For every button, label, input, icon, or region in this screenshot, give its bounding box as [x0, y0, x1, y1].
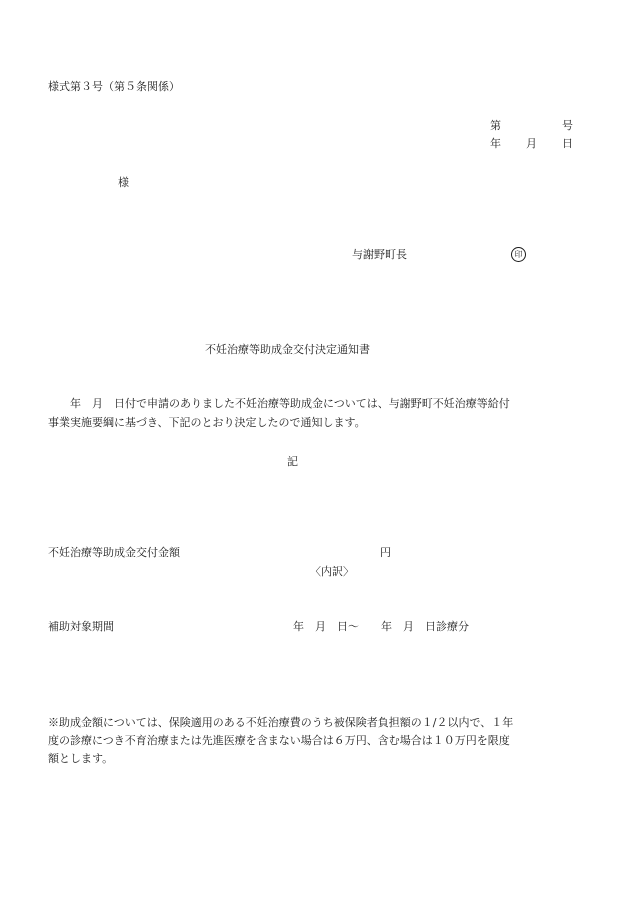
- amount-unit: 円: [380, 546, 391, 559]
- form-number: 様式第３号（第５条関係）: [48, 80, 180, 93]
- body-line-2: 事業実施要綱に基づき、下記のとおり決定したので通知します。: [48, 416, 366, 429]
- period-value: 年 月 日～ 年 月 日診療分: [293, 620, 469, 633]
- amount-label: 不妊治療等助成金交付金額: [48, 546, 180, 559]
- amount-breakdown: 〈内訳〉: [310, 565, 354, 578]
- body-line-1: 年 月 日付で申請のありました不妊治療等助成金については、与謝野町不妊治療等給付: [70, 397, 510, 410]
- doc-number-dai: 第: [490, 119, 501, 132]
- date-day: 日: [562, 137, 573, 150]
- period-label: 補助対象期間: [48, 620, 114, 633]
- issuer-title: 与謝野町長: [352, 248, 407, 261]
- addressee-suffix: 様: [118, 176, 129, 189]
- date-year: 年: [490, 137, 501, 150]
- note-line-2: 度の診療につき不育治療または先進医療を含まない場合は６万円、含む場合は１０万円を限度: [48, 734, 510, 747]
- seal-mark: 印: [511, 247, 526, 262]
- doc-number-go: 号: [562, 119, 573, 132]
- note-line-1: ※助成金額については、保険適用のある不妊治療費のうち被保険者負担額の１/２以内で、１年: [48, 716, 514, 729]
- note-line-3: 額とします。: [48, 752, 114, 765]
- ki-mark: 記: [287, 455, 298, 468]
- date-month: 月: [526, 137, 537, 150]
- document-title: 不妊治療等助成金交付決定通知書: [205, 343, 370, 356]
- issuer-seal: [511, 247, 526, 262]
